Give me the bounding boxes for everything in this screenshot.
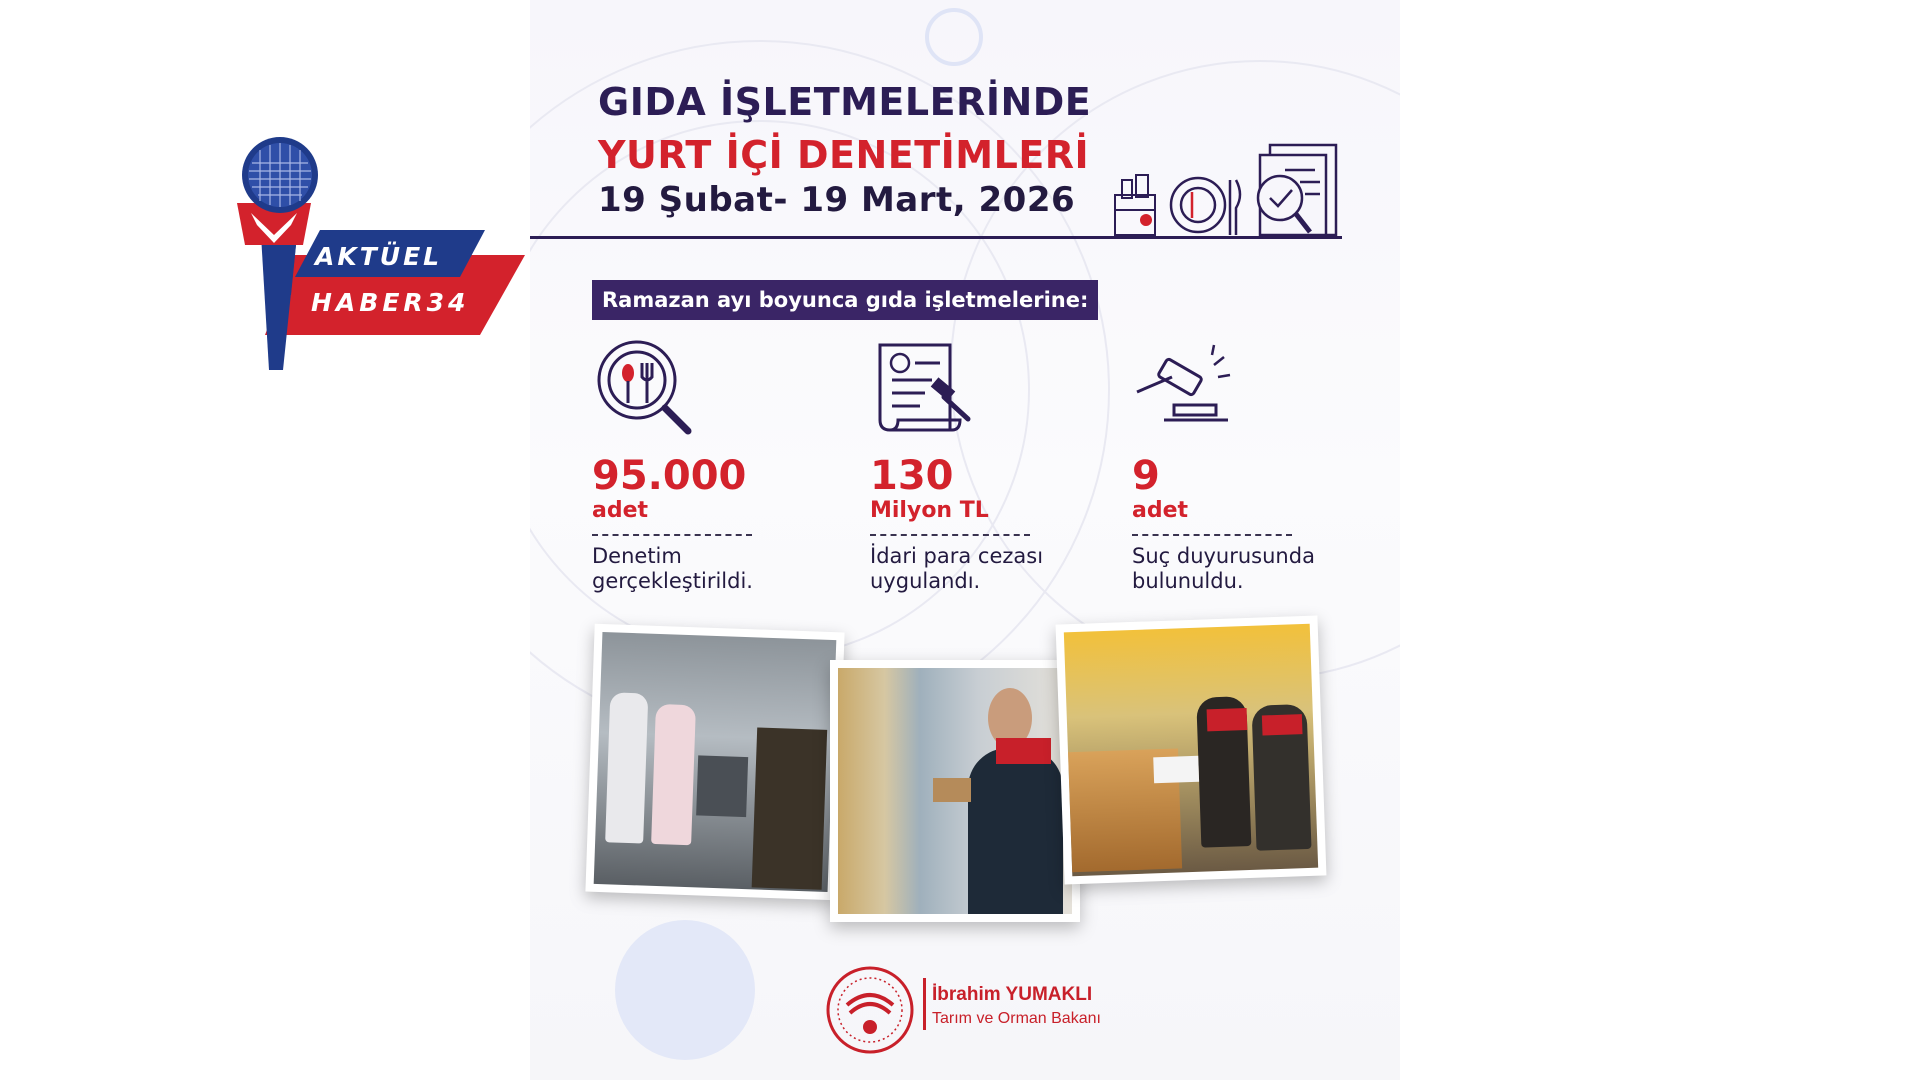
inspection-report-icon bbox=[1258, 145, 1336, 235]
footer-separator bbox=[923, 978, 926, 1030]
title-line-1: GIDA İŞLETMELERİNDE bbox=[598, 80, 1092, 124]
minister-name: İbrahim YUMAKLI bbox=[932, 984, 1093, 1005]
stat-divider bbox=[1132, 534, 1292, 536]
aktuel-haber34-logo bbox=[225, 135, 535, 380]
stat-desc-line: Denetim bbox=[592, 544, 682, 568]
stat-value: 130 bbox=[870, 453, 954, 499]
stat-unit: adet bbox=[592, 498, 649, 523]
bakery-inspection-photo bbox=[1056, 616, 1327, 885]
minister-role: Tarım ve Orman Bakanı bbox=[932, 1010, 1101, 1027]
stat-fines bbox=[870, 335, 1100, 594]
stat-value: 95.000 bbox=[592, 453, 747, 499]
ministry-seal-icon bbox=[825, 965, 915, 1055]
fine-document-icon bbox=[870, 335, 980, 445]
infographic-panel bbox=[530, 0, 1400, 1080]
stat-value: 9 bbox=[1132, 453, 1160, 499]
stat-unit: adet bbox=[1132, 498, 1189, 523]
stat-description bbox=[592, 544, 822, 594]
logo-word-aktuel: AKTÜEL bbox=[315, 242, 443, 271]
stat-desc-line: gerçekleştirildi. bbox=[592, 569, 753, 593]
logo-word-haber34: HABER34 bbox=[311, 288, 470, 317]
food-inspection-icon bbox=[592, 335, 702, 445]
stat-divider bbox=[592, 534, 752, 536]
plate-cutlery-icon bbox=[1171, 178, 1240, 235]
date-range: 19 Şubat- 19 Mart, 2026 bbox=[598, 180, 1076, 220]
gavel-icon bbox=[1132, 335, 1242, 445]
decorative-ring bbox=[925, 8, 983, 66]
kitchen-inspection-photo bbox=[585, 624, 844, 901]
stat-desc-line: Suç duyurusunda bbox=[1132, 544, 1315, 568]
stat-desc-line: uygulandı. bbox=[870, 569, 981, 593]
stat-desc-line: bulunuldu. bbox=[1132, 569, 1244, 593]
decorative-blob bbox=[615, 920, 755, 1060]
stat-criminal-complaints bbox=[1132, 335, 1362, 594]
market-inspection-photo bbox=[830, 660, 1080, 922]
stat-divider bbox=[870, 534, 1030, 536]
stat-unit: Milyon TL bbox=[870, 498, 989, 523]
stat-inspections bbox=[592, 335, 822, 594]
header-icons bbox=[1110, 140, 1350, 240]
grocery-icon bbox=[1115, 175, 1155, 235]
stat-description bbox=[870, 544, 1100, 594]
stat-desc-line: İdari para cezası bbox=[870, 544, 1044, 568]
ramadan-banner: Ramazan ayı boyunca gıda işletmelerine: bbox=[592, 280, 1098, 320]
stat-description bbox=[1132, 544, 1362, 594]
title-line-2: YURT İÇİ DENETİMLERİ bbox=[598, 133, 1090, 177]
